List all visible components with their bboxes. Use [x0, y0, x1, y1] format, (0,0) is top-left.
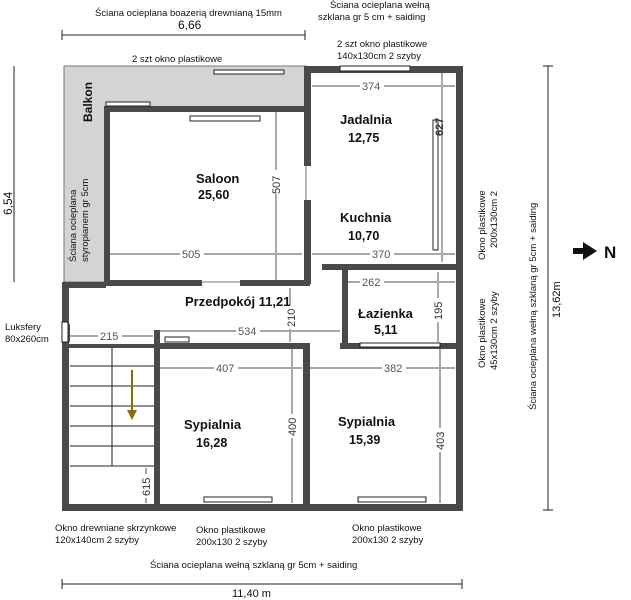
wall: [104, 106, 110, 282]
wall: [342, 268, 348, 348]
kuchnia-name: Kuchnia: [340, 210, 392, 225]
right-window-1-note-2: 200x130cm 2: [489, 190, 500, 248]
wood-window-note-1: Okno drewniane skrzynkowe: [55, 523, 177, 534]
dim-syp1-h-label: 400: [287, 417, 299, 436]
wall: [62, 504, 463, 511]
right-wall-note: Ściana ocieplana wełną szklaną gr 5cm + saiding: [528, 202, 539, 410]
wall: [304, 66, 311, 166]
wall-boarding-note: Ściana ocieplana boazerią drewnianą 15mm: [95, 8, 282, 19]
stair-arrow-head: [127, 410, 137, 420]
balcony-label: Balkon: [81, 81, 95, 122]
luksfery-note-2: 80x260cm: [5, 334, 49, 345]
syp2-area: 15,39: [349, 433, 381, 447]
dim-hall-h-label: 210: [286, 308, 298, 327]
dim-lazienka-h-label: 195: [433, 301, 445, 320]
dimension-lines: [70, 73, 455, 503]
height-left-label: 6,54: [1, 191, 15, 215]
window-bedroom1: [204, 497, 272, 502]
wall: [62, 282, 69, 508]
dim-syp1-w-label: 407: [216, 363, 235, 375]
dim-syp2-h-label: 403: [435, 431, 447, 450]
left-wall-note-1: Ściana ocieplana: [68, 189, 79, 262]
dining-window-note-2: 140x130cm 2 szyby: [337, 51, 421, 62]
left-wall-note-2: styropianem gr 5cm: [80, 178, 91, 262]
window-dining: [340, 66, 410, 71]
window-bedroom2: [358, 497, 426, 502]
przedpokoj-label: Przedpokój 11,21: [185, 294, 291, 309]
dim-saloon-w-label: 505: [182, 249, 201, 261]
right-window-2-note-1: Okno plastikowe: [477, 298, 488, 368]
bottom-window-2-note-2: 200x130 2 szyby: [352, 535, 424, 546]
syp1-name: Sypialnia: [184, 417, 242, 432]
wall: [66, 344, 158, 348]
syp1-area: 16,28: [196, 436, 228, 450]
north-label: N: [604, 243, 617, 262]
dim-saloon-h-label: 507: [271, 175, 283, 194]
bottom-window-2-note-1: Okno plastikowe: [352, 523, 422, 534]
width-top-label: 6,66: [178, 18, 202, 32]
dim-stairs-h-label: 615: [141, 477, 153, 496]
window-bath: [360, 343, 440, 347]
wall: [303, 347, 310, 507]
dim-kuchnia-w-label: 370: [372, 249, 391, 261]
north-arrow-icon: [573, 242, 597, 260]
lazienka-name: Łazienka: [358, 306, 413, 321]
dim-syp2-w-label: 382: [384, 363, 403, 375]
dim-hall-w-label: 534: [238, 326, 257, 338]
total-height-label: 13,62m: [551, 281, 563, 318]
window-saloon: [190, 116, 260, 121]
north-arrow-head: [583, 242, 597, 260]
luksfery-note-1: Luksfery: [5, 322, 41, 333]
window-hall: [165, 337, 189, 342]
bottom-window-1-note-1: Okno plastikowe: [196, 525, 266, 536]
luksfery-window: [62, 322, 68, 342]
lazienka-area: 5,11: [374, 323, 398, 337]
walls: [62, 66, 463, 511]
window-right: [433, 120, 438, 250]
wall: [154, 330, 160, 510]
saloon-area: 25,60: [198, 188, 230, 202]
total-width-label: 11,40 m: [232, 588, 271, 600]
wood-window-note-2: 120x140cm 2 szyby: [55, 535, 139, 546]
bottom-window-1-note-2: 200x130 2 szyby: [196, 537, 268, 548]
jadalnia-area: 12,75: [348, 131, 380, 145]
dim-stairs-w-label: 215: [100, 331, 119, 343]
syp2-name: Sypialnia: [338, 414, 396, 429]
dining-window-note-1: 2 szt okno plastikowe: [337, 39, 428, 50]
jadalnia-name: Jadalnia: [340, 112, 393, 127]
wall: [240, 280, 310, 286]
dim-jadalnia-h-label: 627: [434, 117, 446, 136]
wool-note-line2: szklana gr 5 cm + saiding: [318, 12, 426, 23]
wall: [304, 200, 311, 284]
kuchnia-area: 10,70: [348, 229, 380, 243]
saloon-name: Saloon: [196, 171, 240, 186]
stairs: [70, 348, 154, 466]
wall: [104, 280, 202, 286]
right-window-2-note-2: 45x130cm 2 szyby: [489, 291, 500, 370]
wall: [155, 343, 310, 349]
wool-note-line1: Ściana ocieplana wełną: [330, 0, 430, 11]
balcony-window-note-1: 2 szt okno plastikowe: [132, 54, 223, 65]
right-window-1-note-1: Okno plastikowe: [477, 190, 488, 260]
window-balcony-2: [214, 70, 284, 74]
wall: [62, 282, 106, 288]
wall: [104, 106, 306, 112]
window-balcony: [106, 102, 150, 106]
dim-jadalnia-w-label: 374: [362, 81, 381, 93]
wall: [456, 66, 463, 511]
bottom-wall-note: Ściana ocieplana wełną szklaną gr 5cm + saiding: [150, 560, 358, 571]
dim-lazienka-w-label: 262: [362, 277, 381, 289]
